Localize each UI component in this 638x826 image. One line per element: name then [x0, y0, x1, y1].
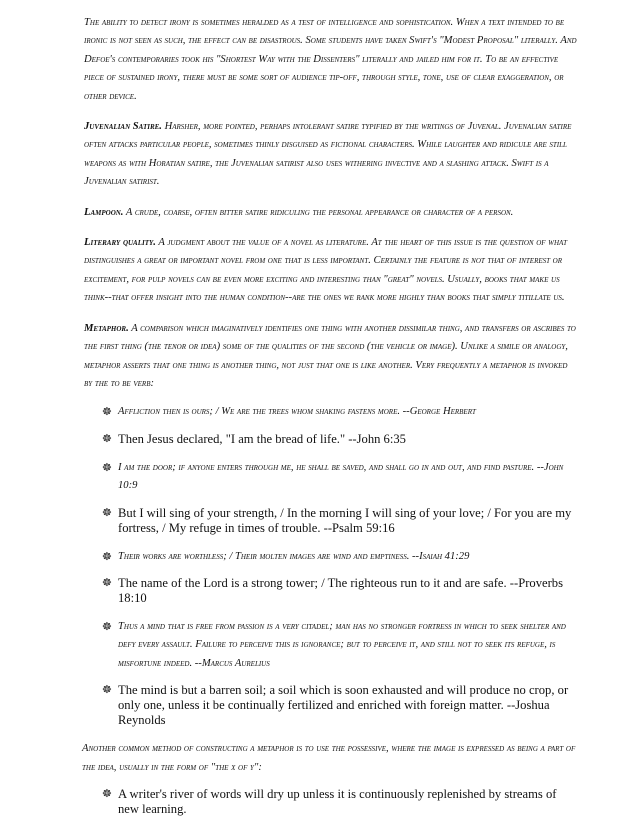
wheel-bullet-icon: ☸ — [102, 506, 112, 519]
lampoon-definition: A crude, coarse, often bitter satire ridiculing the personal appearance or character of a person. — [123, 206, 514, 218]
wheel-bullet-icon: ☸ — [102, 550, 112, 563]
juvenalian-satire-term: Juvenalian Satire. — [84, 121, 162, 133]
example-text: But I will sing of your strength, / In the morning I will sing of your love; / For you are my fortress, / My refuge in times of trouble. --Psalm 59:16 — [118, 505, 572, 535]
example-text: The mind is but a barren soil; a soil which is soon exhausted and will produce no crop, or only one, unless it be continually fertilized and enriched with foreign matter. --Joshua Reynolds — [118, 683, 569, 728]
list-item — [84, 506, 578, 536]
example-text: A writer's river of words will dry up unless it is continuously replenished by streams of new learning. — [118, 786, 557, 816]
wheel-bullet-icon: ☸ — [102, 461, 112, 474]
list-item — [84, 787, 578, 817]
example-text: The name of the Lord is a strong tower; / The righteous run to it and are safe. --Proverbs 18:10 — [118, 575, 563, 605]
wheel-bullet-icon: ☸ — [102, 432, 112, 445]
example-text: Thus a mind that is free from passion is a very citadel; man has no stronger fortress in which to seek shelter and defy every assault. Failure to perceive this is ignorance; but to perceive it, and still not to seek its refuge, is misfortune indeed. --Marcus Aurelius — [118, 620, 566, 669]
wheel-bullet-icon: ☸ — [102, 787, 112, 800]
metaphor-entry — [84, 320, 578, 394]
juvenalian-satire-definition: Harsher, more pointed, perhaps intolerant satire typified by the writings of Juvenal. Juvenalian satire often attacks particular people, sometimes thinly disguised as fictional characters. While laughter and ridicule are still weapons as with Horatian satire, the Juvenalian satirist also uses withering invective and a slashing attack. Swift is a Juvenalian satirist. — [84, 121, 572, 188]
metaphor-definition: A comparison which imaginatively identifies one thing with another dissimilar thing, and transfers or ascribes to the first thing (the tenor or idea) some of the qualities of the second (the vehicle or image). Unlike a simile or analogy, metaphor asserts that one thing is another thing, not just that one is like another. Very frequently a metaphor is invoked by the to be verb: — [84, 322, 576, 389]
metaphor-examples-list — [84, 403, 578, 728]
list-item — [84, 459, 578, 496]
irony-paragraph — [84, 14, 578, 106]
list-item — [84, 576, 578, 606]
metaphor-term: Metaphor. — [84, 322, 129, 334]
wheel-bullet-icon: ☸ — [102, 576, 112, 589]
list-item — [84, 618, 578, 673]
list-item — [84, 683, 578, 728]
lampoon-entry — [84, 204, 578, 222]
literary-quality-term: Literary quality. — [84, 237, 156, 249]
wheel-bullet-icon: ☸ — [102, 620, 112, 633]
list-item — [84, 432, 578, 447]
literary-quality-definition: A judgment about the value of a novel as literature. At the heart of this issue is the question of what distinguishes a great or important novel from one that is less important. Certainly the feature is not that of interest or excitement, for pulp novels can be even more exciting and interesting than "great" novels. Usually, books that make us think--that offer insight into the human condition--are the ones we rank more highly than books that simply titillate us. — [84, 237, 567, 304]
possessive-metaphor-text: Another common method of constructing a metaphor is to use the possessive, where the image is expressed as being a part of the idea, usually in the form of "the x of y": — [82, 743, 576, 773]
wheel-bullet-icon: ☸ — [102, 406, 112, 419]
irony-text: The ability to detect irony is sometimes heralded as a test of intelligence and sophistication. When a text intended to be ironic is not seen as such, the effect can be disastrous. Some students have taken Swift's "Modest Proposal" literally. And Defoe's contemporaries took his "Shortest Way with the Dissenters" literally and jailed him for it. To be an effective piece of sustained irony, there must be some sort of audience tip-off, through style, tone, use of clear exaggeration, or other device. — [84, 17, 577, 102]
possessive-metaphor-paragraph — [82, 740, 578, 777]
example-text: Then Jesus declared, "I am the bread of life." --John 6:35 — [118, 431, 406, 446]
example-text: I am the door; if anyone enters through me, he shall be saved, and shall go in and out, and find pasture. --John 10:9 — [118, 461, 564, 492]
juvenalian-satire-entry — [84, 118, 578, 192]
list-item — [84, 403, 578, 421]
literary-quality-entry — [84, 234, 578, 308]
example-text: Their works are worthless; / Their molten images are wind and emptiness. --Isaiah 41:29 — [118, 550, 470, 562]
lampoon-term: Lampoon. — [84, 206, 124, 218]
example-text: Affliction then is ours; / We are the trees whom shaking fastens more. --George Herbert — [118, 406, 476, 418]
list-item — [84, 548, 578, 566]
wheel-bullet-icon: ☸ — [102, 684, 112, 697]
